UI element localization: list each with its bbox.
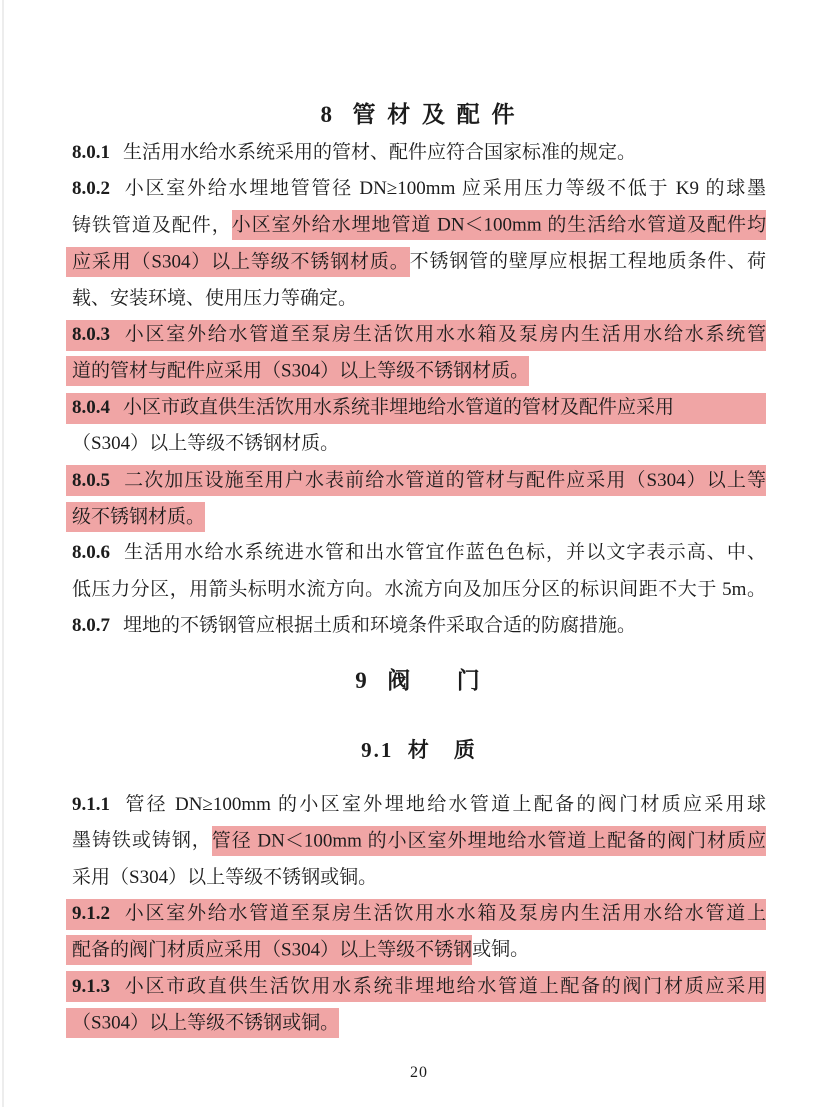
- clause-number: 8.0.6: [72, 542, 110, 564]
- clause-number: 8.0.1: [72, 142, 110, 163]
- text-run: 载、安装环境、使用压力等确定。: [72, 287, 358, 309]
- clause-8.0.5: [72, 463, 766, 536]
- chapter-9-heading: 9 阀 门: [355, 667, 483, 693]
- document-page: [72, 0, 766, 1082]
- clause-8.0.1: [72, 135, 766, 171]
- text-line: [72, 353, 766, 389]
- chapter-8-heading: 8 管 材 及 配 件: [320, 102, 518, 127]
- clause-number: 8.0.3: [72, 324, 110, 346]
- text-line: [66, 390, 766, 426]
- text-line: [72, 608, 766, 644]
- text-line: [66, 463, 766, 499]
- clause-9.1.3: [72, 969, 766, 1042]
- text-line: [66, 317, 766, 353]
- text-line: [66, 896, 766, 932]
- clause-8.0.7: [72, 608, 766, 644]
- text-line: [72, 860, 766, 896]
- page-number: 20: [410, 1063, 428, 1081]
- text-line: [72, 426, 766, 462]
- clause-8.0.3: [72, 317, 766, 390]
- text-line: [72, 499, 766, 535]
- text-line: [72, 787, 766, 823]
- clause-number: 8.0.5: [72, 469, 110, 491]
- text-run: 生活用水给水系统采用的管材、配件应符合国家标准的规定。: [123, 142, 637, 163]
- highlighted-text: 应采用（S304）以上等级不锈钢材质。: [66, 247, 410, 277]
- clause-number: 9.1.3: [72, 975, 110, 997]
- clause-number: 8.0.7: [72, 615, 110, 637]
- clause-number: 9.1.1: [72, 793, 110, 815]
- text-line: [72, 932, 766, 968]
- clause-number: 9.1.2: [72, 902, 110, 924]
- text-run: 或铜。: [472, 939, 530, 961]
- text-run: 管径 DN≥100mm 的小区室外埋地给水管道上配备的阀门材质应采用球: [123, 793, 766, 815]
- clause-9.1.1: [72, 787, 766, 896]
- text-run: 小区室外给水管道至泵房生活饮用水水箱及泵房内生活用水给水管道上: [123, 902, 766, 924]
- text-line: [72, 535, 766, 571]
- text-run: 低压力分区，用箭头标明水流方向。水流方向及加压分区的标识间距不大于 5m。: [72, 578, 766, 600]
- text-run: 铸铁管道及配件，: [72, 214, 232, 236]
- text-run: 埋地的不锈钢管应根据土质和环境条件采取合适的防腐措施。: [123, 615, 637, 637]
- clause-8.0.4: [72, 390, 766, 463]
- text-line: [72, 572, 766, 608]
- text-line: [72, 823, 766, 859]
- text-run: 不锈钢管的壁厚应根据工程地质条件、荷: [409, 251, 766, 273]
- text-line: [72, 171, 766, 207]
- text-run: 二次加压设施至用户水表前给水管道的管材与配件应采用（S304）以上等: [123, 469, 766, 491]
- text-run: 墨铸铁或铸钢，: [72, 830, 212, 852]
- highlighted-text: 级不锈钢材质。: [66, 502, 205, 532]
- clause-8.0.2: [72, 171, 766, 317]
- text-run: 小区室外给水埋地管管径 DN≥100mm 应采用压力等级不低于 K9 的球墨: [123, 178, 766, 200]
- clause-number: 8.0.2: [72, 178, 110, 200]
- clause-number: 8.0.4: [72, 396, 110, 418]
- section-9-1-heading: 9.1 材 质: [361, 737, 477, 762]
- text-line: [72, 244, 766, 280]
- text-line: [66, 969, 766, 1005]
- text-line: [72, 135, 766, 171]
- chapter-8-body: [72, 135, 766, 645]
- text-line: [72, 281, 766, 317]
- text-line: [72, 208, 766, 244]
- highlighted-text: 管径 DN＜100mm 的小区室外埋地给水管道上配备的阀门材质应: [212, 826, 766, 856]
- text-run: 小区市政直供生活饮用水系统非埋地给水管道的管材及配件应采用: [123, 396, 675, 418]
- text-run: 生活用水给水系统进水管和出水管宜作蓝色色标，并以文字表示高、中、: [123, 542, 766, 564]
- clause-9.1.2: [72, 896, 766, 969]
- text-run: （S304）以上等级不锈钢材质。: [72, 433, 340, 455]
- text-run: 小区市政直供生活饮用水系统非埋地给水管道上配备的阀门材质应采用: [123, 975, 766, 997]
- page-left-edge: [2, 0, 4, 1107]
- highlighted-text: 小区室外给水埋地管道 DN＜100mm 的生活给水管道及配件均: [232, 210, 766, 240]
- text-run: 小区室外给水管道至泵房生活饮用水水箱及泵房内生活用水给水系统管: [123, 324, 766, 346]
- highlighted-text: 配备的阀门材质应采用（S304）以上等级不锈钢: [66, 935, 472, 965]
- highlighted-text: 道的管材与配件应采用（S304）以上等级不锈钢材质。: [66, 356, 529, 386]
- highlighted-text: （S304）以上等级不锈钢或铜。: [66, 1008, 339, 1038]
- text-run: 采用（S304）以上等级不锈钢或铜。: [72, 866, 378, 888]
- chapter-9-body: [72, 787, 766, 1042]
- text-line: [72, 1005, 766, 1041]
- clause-8.0.6: [72, 535, 766, 608]
